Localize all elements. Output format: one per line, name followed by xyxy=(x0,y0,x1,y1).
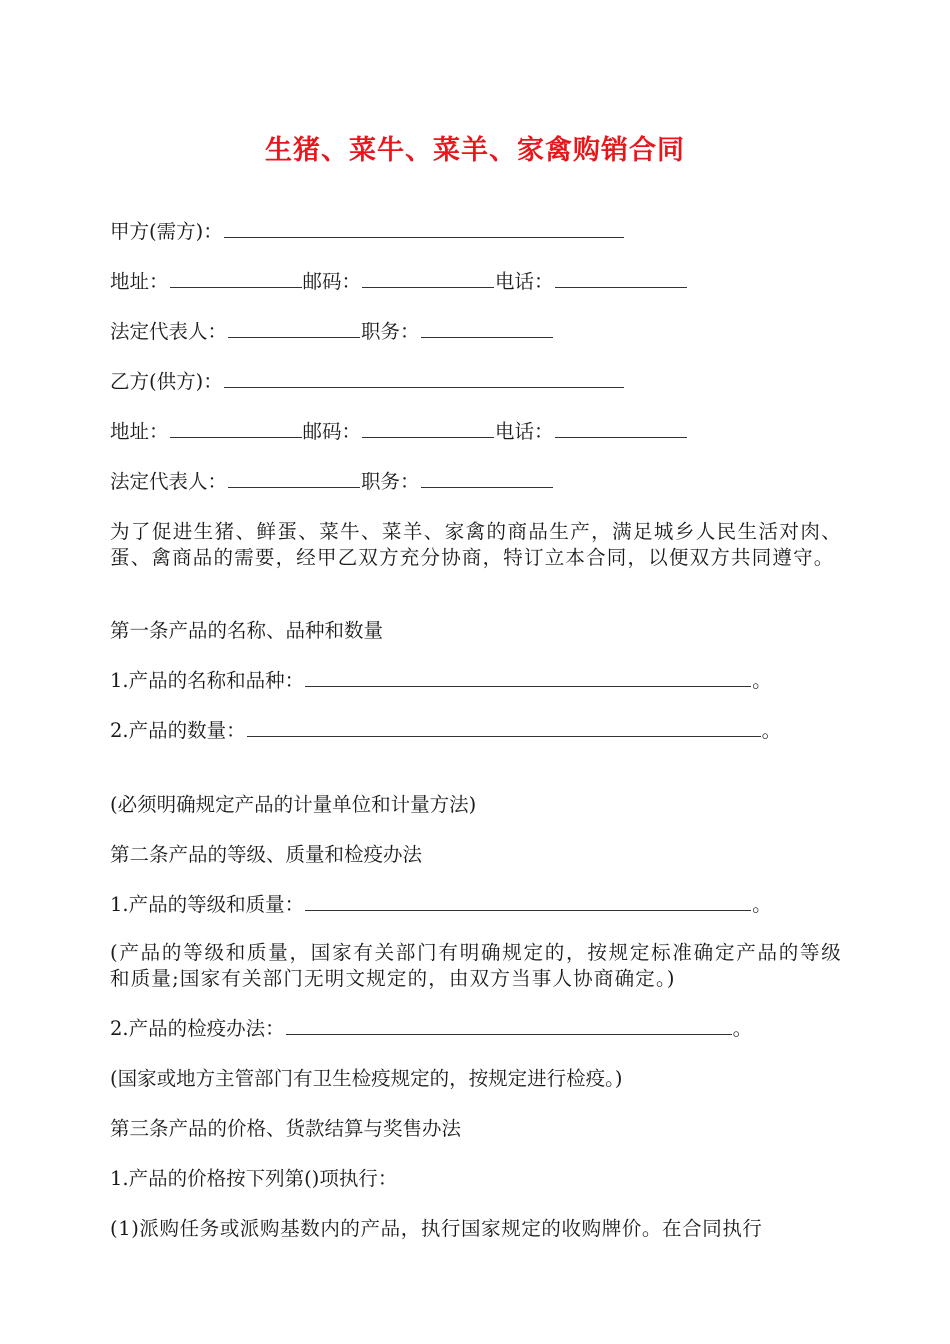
article1-item1-line xyxy=(110,668,772,694)
party-a-rep-line xyxy=(110,319,554,345)
party-a-address-blank[interactable] xyxy=(170,269,302,288)
article2-heading: 第二条产品的等级、质量和检疫办法 xyxy=(110,843,423,866)
article2-note1: (产品的等级和质量，国家有关部门有明确规定的，按规定标准确定产品的等级和质量;国家有关部门无明文规定的，由双方当事人协商确定。) xyxy=(110,941,842,990)
document-title: 生猪、菜牛、菜羊、家禽购销合同 xyxy=(265,135,685,166)
article2-item1-label: 1.产品的等级和质量： xyxy=(110,893,305,916)
party-b-position-blank[interactable] xyxy=(421,469,553,488)
party-b-phone-blank[interactable] xyxy=(555,419,687,438)
party-a-rep-blank[interactable] xyxy=(228,319,360,338)
party-b-phone-label: 电话： xyxy=(495,420,554,443)
product-grade-blank[interactable] xyxy=(305,892,751,911)
period: 。 xyxy=(752,669,772,692)
party-b-address-blank[interactable] xyxy=(170,419,302,438)
product-name-blank[interactable] xyxy=(305,668,751,687)
party-b-rep-line xyxy=(110,469,554,495)
party-a-position-label: 职务： xyxy=(361,320,420,343)
quarantine-method-blank[interactable] xyxy=(286,1016,732,1035)
intro-paragraph: 为了促进生猪、鲜蛋、菜牛、菜羊、家禽的商品生产，满足城乡人民生活对肉、蛋、禽商品的需要，经甲乙双方充分协商，特订立本合同，以便双方共同遵守。 xyxy=(110,520,842,569)
article3-sub1: (1)派购任务或派购基数内的产品，执行国家规定的收购牌价。在合同执行 xyxy=(110,1217,763,1240)
party-b-address-label: 地址： xyxy=(110,420,169,443)
party-b-postcode-blank[interactable] xyxy=(362,419,494,438)
party-b-postcode-label: 邮码： xyxy=(302,420,362,443)
article3-item1: 1.产品的价格按下列第()项执行： xyxy=(110,1167,398,1190)
party-a-rep-label: 法定代表人： xyxy=(110,320,228,343)
article1-heading: 第一条产品的名称、品种和数量 xyxy=(110,619,384,642)
article2-note2: (国家或地方主管部门有卫生检疫规定的，按规定进行检疫。) xyxy=(110,1067,623,1090)
party-a-postcode-label: 邮码： xyxy=(302,270,362,293)
party-a-phone-blank[interactable] xyxy=(555,269,687,288)
product-quantity-blank[interactable] xyxy=(247,718,761,737)
party-a-address-label: 地址： xyxy=(110,270,169,293)
party-a-phone-label: 电话： xyxy=(495,270,554,293)
article1-item2-line xyxy=(110,718,781,744)
party-a-blank[interactable] xyxy=(224,219,624,238)
article3-heading: 第三条产品的价格、货款结算与奖售办法 xyxy=(110,1117,462,1140)
party-a-label: 甲方(需方)： xyxy=(110,220,223,243)
article2-item2-label: 2.产品的检疫办法： xyxy=(110,1017,285,1040)
party-a-postcode-blank[interactable] xyxy=(362,269,494,288)
article1-item2-label: 2.产品的数量： xyxy=(110,719,246,742)
party-b-label: 乙方(供方)： xyxy=(110,370,223,393)
article2-item1-line xyxy=(110,892,772,918)
period: 。 xyxy=(752,893,772,916)
party-b-rep-blank[interactable] xyxy=(228,469,360,488)
article1-note: (必须明确规定产品的计量单位和计量方法) xyxy=(110,793,477,816)
party-b-line xyxy=(110,369,625,395)
party-a-position-blank[interactable] xyxy=(421,319,553,338)
period: 。 xyxy=(732,1017,753,1040)
party-b-blank[interactable] xyxy=(224,369,624,388)
period: 。 xyxy=(761,719,782,742)
party-b-rep-label: 法定代表人： xyxy=(110,470,228,493)
party-b-position-label: 职务： xyxy=(361,470,420,493)
party-b-contact-line xyxy=(110,419,688,445)
article2-item2-line xyxy=(110,1016,752,1042)
article1-item1-label: 1.产品的名称和品种： xyxy=(110,669,305,692)
party-a-line xyxy=(110,219,625,245)
party-a-contact-line xyxy=(110,269,688,295)
